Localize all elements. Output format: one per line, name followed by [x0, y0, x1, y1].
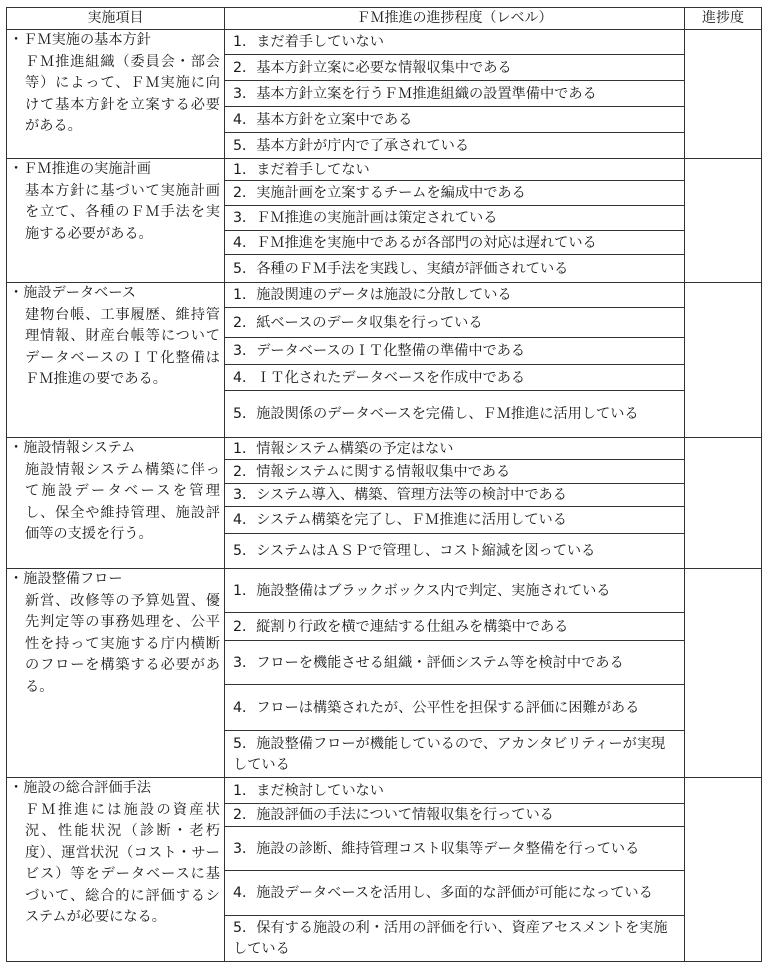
level-option[interactable]: 1．まだ検討していない: [225, 778, 684, 804]
level-option[interactable]: 4．ＩＴ化されたデータベースを作成中である: [225, 365, 684, 391]
level-option[interactable]: 5．施設関係のデータベースを完備し、ＦＭ推進に活用している: [233, 406, 639, 422]
level-option[interactable]: 5．保有する施設の利・活用の評価を行い、資産アセスメントを実施している: [233, 920, 668, 957]
item-title: ・施設整備フロー: [9, 571, 123, 587]
level-option[interactable]: 5．施設整備フローが機能しているので、アカンタビリティーが実現している: [233, 735, 666, 773]
level-option[interactable]: 3．データベースのＩＴ化整備の準備中である: [225, 338, 684, 365]
level-option[interactable]: 1．情報システム構築の予定はない: [225, 438, 684, 460]
item-description: 施設情報システム構築に伴って施設データベースを管理し、保全や維持管理、施設評価等の支援を行う。: [25, 461, 220, 542]
level-option[interactable]: 2．縦割り行政を横で連結する仕組みを構築中である: [225, 613, 684, 641]
progress-input-cell[interactable]: [685, 778, 762, 962]
level-option[interactable]: 5．各種のＦＭ手法を実践し、実績が評価されている: [233, 260, 569, 277]
level-list: [225, 159, 685, 283]
level-list: [225, 30, 685, 159]
level-option[interactable]: 3．基本方針立案を行うＦＭ推進組織の設置準備中である: [225, 81, 684, 107]
level-option[interactable]: 1．まだ着手してない: [225, 159, 684, 181]
level-option[interactable]: 5．基本方針が庁内で了承されている: [233, 137, 470, 154]
level-option[interactable]: 2．実施計画を立案するチームを編成中である: [225, 181, 684, 206]
item-cell: [7, 438, 225, 569]
item-description: 基本方針に基づいて実施計画を立て、各種のＦＭ手法を実施する必要がある。: [25, 182, 220, 242]
level-option[interactable]: 2．情報システムに関する情報収集中である: [225, 460, 684, 484]
level-option[interactable]: 2．紙ベースのデータ収集を行っている: [225, 308, 684, 338]
progress-input-cell[interactable]: [685, 438, 762, 569]
item-cell: [7, 778, 225, 962]
item-title: ・ＦＭ実施の基本方針: [9, 32, 151, 48]
level-option[interactable]: 1．施設整備はブラックボックス内で判定、実施されている: [225, 569, 684, 613]
header-level: ＦＭ推進の進捗程度（レベル）: [225, 8, 685, 30]
progress-input-cell[interactable]: [685, 159, 762, 283]
table-row: [7, 438, 762, 569]
table-row: [7, 778, 762, 962]
level-option[interactable]: 1．まだ着手していない: [225, 30, 684, 55]
level-option[interactable]: 5．システムはＡＳＰで管理し、コスト縮減を図っている: [233, 543, 596, 559]
header-progress: 進捗度: [685, 8, 762, 30]
item-description: ＦＭ推進には施設の資産状況、性能状況（診断・老朽度）、運営状況（コスト・サービス）等をデータベースに基づいて、総合的に評価するシステムが必要になる。: [25, 801, 220, 925]
level-option[interactable]: 3．ＦＭ推進の実施計画は策定されている: [225, 206, 684, 231]
table-header-row: [7, 8, 762, 30]
level-option[interactable]: 3．フローを機能させる組織・評価システム等を検討中である: [225, 641, 684, 685]
item-description: ＦＭ推進組織（委員会・部会等）によって、ＦＭ実施に向けて基本方針を立案する必要がある。: [25, 53, 220, 134]
item-cell: [7, 159, 225, 283]
level-option[interactable]: 4．システム構築を完了し、ＦＭ推進に活用している: [225, 507, 684, 534]
level-option[interactable]: 2．基本方針立案に必要な情報収集中である: [225, 55, 684, 81]
item-cell: [7, 283, 225, 438]
progress-input-cell[interactable]: [685, 30, 762, 159]
level-option[interactable]: 4．基本方針を立案中である: [225, 107, 684, 133]
item-cell: [7, 30, 225, 159]
level-list: [225, 778, 685, 962]
item-description: 新営、改修等の予算処置、優先判定等の事務処理を、公平性を持って実施する庁内横断のフローを構築する必要がある。: [25, 592, 220, 695]
level-list: [225, 438, 685, 569]
item-title: ・施設データベース: [9, 285, 136, 301]
level-list: [225, 283, 685, 438]
item-title: ・ＦＭ推進の実施計画: [9, 161, 151, 177]
table-row: [7, 30, 762, 159]
level-option[interactable]: 4．ＦＭ推進を実施中であるが各部門の対応は遅れている: [225, 231, 684, 255]
item-cell: [7, 569, 225, 778]
progress-input-cell[interactable]: [685, 283, 762, 438]
level-option[interactable]: 3．システム導入、構築、管理方法等の検討中である: [225, 484, 684, 507]
level-option[interactable]: 4．フローは構築されたが、公平性を担保する評価に困難がある: [225, 685, 684, 731]
level-option[interactable]: 2．施設評価の手法について情報収集を行っている: [225, 804, 684, 827]
level-option[interactable]: 1．施設関連のデータは施設に分散している: [225, 283, 684, 308]
item-description: 建物台帳、工事履歴、維持管理情報、財産台帳等についてデータベースのＩＴ化整備はＦＭ推進の要である。: [25, 306, 220, 387]
item-title: ・施設の総合評価手法: [9, 780, 151, 796]
level-list: [225, 569, 685, 778]
table-row: [7, 283, 762, 438]
level-option[interactable]: 4．施設データベースを活用し、多面的な評価が可能になっている: [225, 871, 684, 916]
progress-input-cell[interactable]: [685, 569, 762, 778]
item-title: ・施設情報システム: [9, 440, 136, 456]
table-row: [7, 569, 762, 778]
level-option[interactable]: 3．施設の診断、維持管理コスト収集等データ整備を行っている: [225, 827, 684, 871]
header-item: 実施項目: [7, 8, 225, 30]
fm-progress-table: [6, 7, 762, 962]
table-row: [7, 159, 762, 283]
